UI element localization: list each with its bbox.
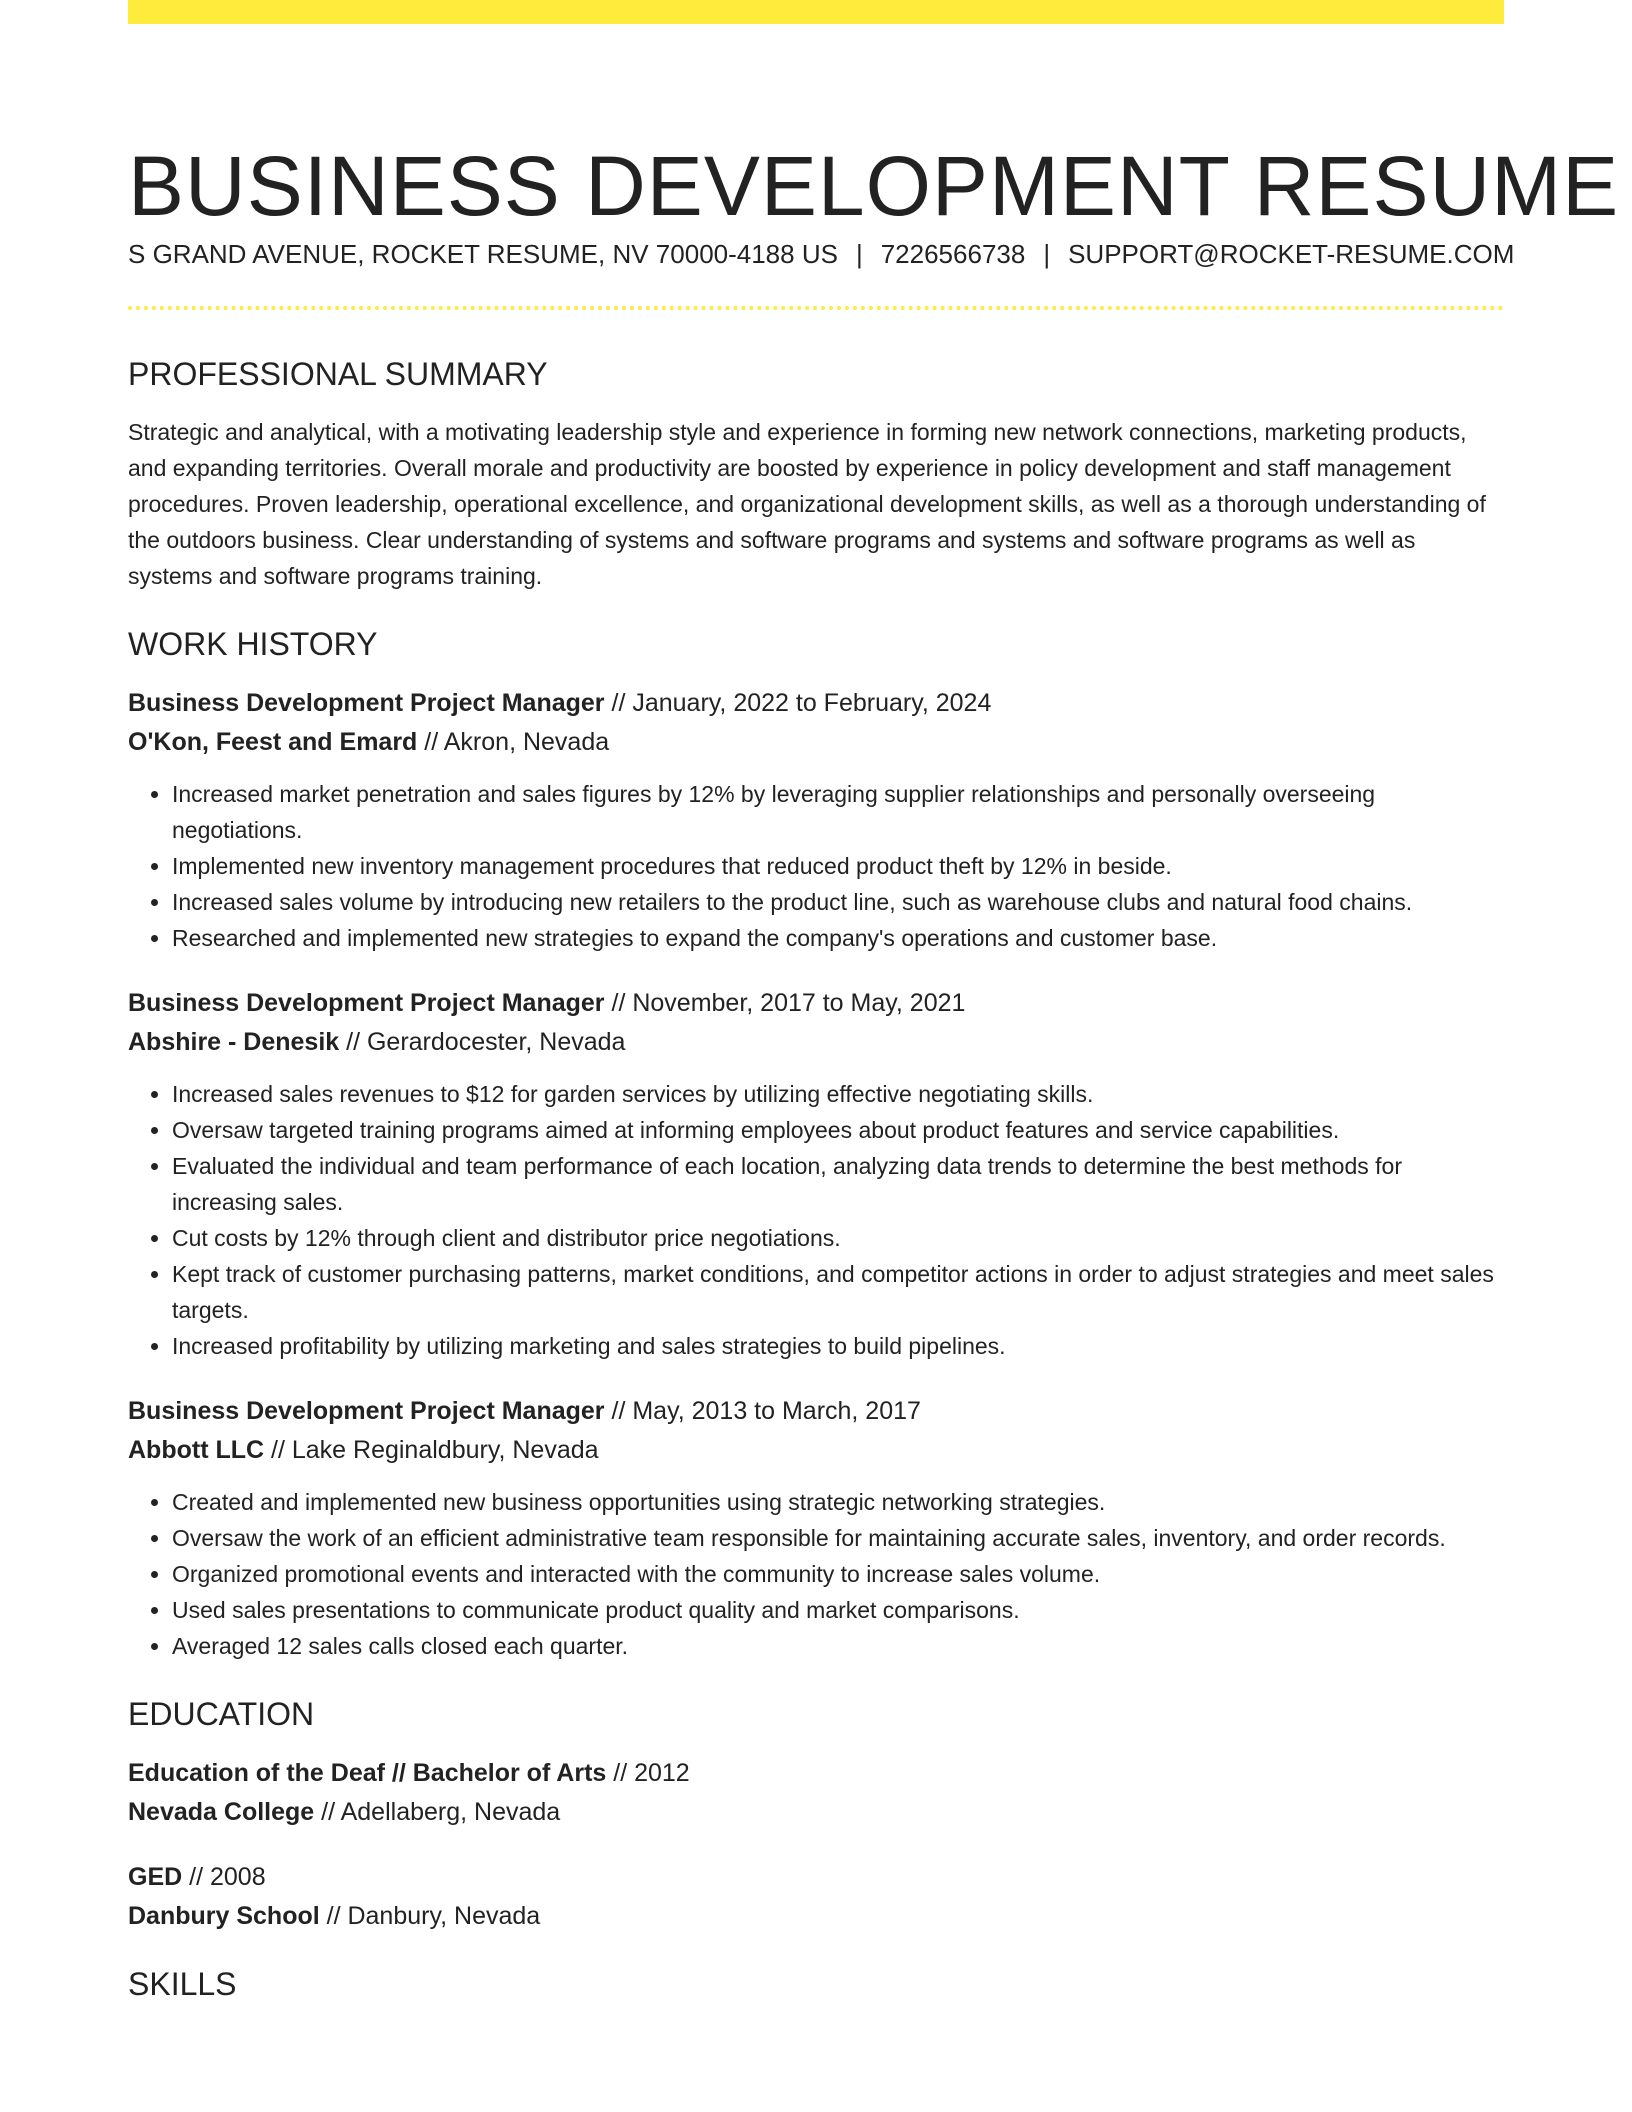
- job-bullet: • Oversaw the work of an efficient administrative team responsible for maintaining accurate sales, inventory, and order records.: [172, 1520, 1504, 1556]
- education-degree-line: [128, 1754, 1504, 1793]
- job-dates: // November, 2017 to May, 2021: [611, 989, 966, 1017]
- education-location: // Adellaberg, Nevada: [321, 1798, 561, 1826]
- education-school: Nevada College: [128, 1798, 315, 1826]
- resume-content: [128, 352, 1504, 2024]
- contact-separator: |: [855, 239, 863, 269]
- job-company: Abbott LLC: [128, 1436, 265, 1464]
- education-entry: [128, 1754, 1504, 1832]
- skills-heading: SKILLS: [128, 1966, 237, 2002]
- job-bullet: • Averaged 12 sales calls closed each quarter.: [172, 1628, 1504, 1664]
- job-title-line: [128, 684, 1504, 723]
- job-title: Business Development Project Manager: [128, 1397, 605, 1425]
- job-bullets: [128, 776, 1504, 956]
- job-bullet: • Oversaw targeted training programs aimed at informing employees about product features and service capabilities.: [172, 1112, 1504, 1148]
- job-bullet: • Increased sales volume by introducing new retailers to the product line, such as warehouse clubs and natural food chains.: [172, 884, 1504, 920]
- education-school-line: [128, 1897, 1504, 1936]
- job-bullet: • Used sales presentations to communicate product quality and market comparisons.: [172, 1592, 1504, 1628]
- education-degree-line: [128, 1858, 1504, 1897]
- summary-text: Strategic and analytical, with a motivating leadership style and experience in forming new network connections, marketing products, and expanding territories. Overall morale and productivity are boosted by experience in policy development and staff management procedures. Proven leadership, operational excellence, and organizational development skills, as well as a thorough understanding of the outdoors business. Clear understanding of systems and software programs and systems and software programs as well as systems and software programs training.: [128, 419, 1486, 589]
- job-bullets: [128, 1076, 1504, 1364]
- dotted-divider: [128, 306, 1504, 310]
- job-company-line: [128, 1023, 1504, 1062]
- education-school-line: [128, 1793, 1504, 1832]
- job-company: Abshire - Denesik: [128, 1028, 340, 1056]
- education-location: // Danbury, Nevada: [326, 1902, 541, 1930]
- education-degree: Education of the Deaf // Bachelor of Arts: [128, 1759, 607, 1787]
- job-company: O'Kon, Feest and Emard: [128, 728, 418, 756]
- job-bullet: • Increased market penetration and sales figures by 12% by leveraging supplier relationships and personally overseeing negotiations.: [172, 776, 1504, 848]
- contact-line: [128, 236, 1515, 272]
- job-bullets: [128, 1484, 1504, 1664]
- job-bullet: • Cut costs by 12% through client and distributor price negotiations.: [172, 1220, 1504, 1256]
- summary-heading: PROFESSIONAL SUMMARY: [128, 356, 548, 392]
- job-bullet: • Evaluated the individual and team performance of each location, analyzing data trends to determine the best methods for increasing sales.: [172, 1148, 1504, 1220]
- job-bullet: • Implemented new inventory management procedures that reduced product theft by 12% in beside.: [172, 848, 1504, 884]
- job-location: // Lake Reginaldbury, Nevada: [271, 1436, 599, 1464]
- contact-email: SUPPORT@ROCKET-RESUME.COM: [1068, 239, 1515, 269]
- job-dates: // May, 2013 to March, 2017: [611, 1397, 921, 1425]
- job-title: Business Development Project Manager: [128, 989, 605, 1017]
- contact-address: S GRAND AVENUE, ROCKET RESUME, NV 70000-4188 US: [128, 239, 838, 269]
- education-year: // 2012: [613, 1759, 690, 1787]
- job-bullet: • Created and implemented new business opportunities using strategic networking strategies.: [172, 1484, 1504, 1520]
- job-entry: [128, 1392, 1504, 1664]
- job-company-line: [128, 723, 1504, 762]
- job-title: Business Development Project Manager: [128, 689, 605, 717]
- job-title-line: [128, 984, 1504, 1023]
- job-title-line: [128, 1392, 1504, 1431]
- job-entry: [128, 684, 1504, 956]
- job-location: // Gerardocester, Nevada: [346, 1028, 626, 1056]
- contact-phone: 7226566738: [880, 239, 1026, 269]
- job-bullet: • Increased profitability by utilizing marketing and sales strategies to build pipelines.: [172, 1328, 1504, 1364]
- job-bullet: • Increased sales revenues to $12 for garden services by utilizing effective negotiating skills.: [172, 1076, 1504, 1112]
- job-location: // Akron, Nevada: [424, 728, 610, 756]
- job-company-line: [128, 1431, 1504, 1470]
- education-entry: [128, 1858, 1504, 1936]
- job-bullet: • Researched and implemented new strategies to expand the company's operations and customer base.: [172, 920, 1504, 956]
- contact-separator: |: [1043, 239, 1051, 269]
- job-entry: [128, 984, 1504, 1364]
- work-history-heading: WORK HISTORY: [128, 626, 378, 662]
- resume-title: BUSINESS DEVELOPMENT RESUME: [128, 139, 1620, 234]
- accent-top-bar: [128, 0, 1504, 24]
- education-school: Danbury School: [128, 1902, 320, 1930]
- job-bullet: • Organized promotional events and interacted with the community to increase sales volume.: [172, 1556, 1504, 1592]
- job-bullet: • Kept track of customer purchasing patterns, market conditions, and competitor actions in order to adjust strategies and meet sales targets.: [172, 1256, 1504, 1328]
- job-dates: // January, 2022 to February, 2024: [611, 689, 992, 717]
- education-year: // 2008: [189, 1863, 266, 1891]
- education-heading: EDUCATION: [128, 1696, 315, 1732]
- education-degree: GED: [128, 1863, 183, 1891]
